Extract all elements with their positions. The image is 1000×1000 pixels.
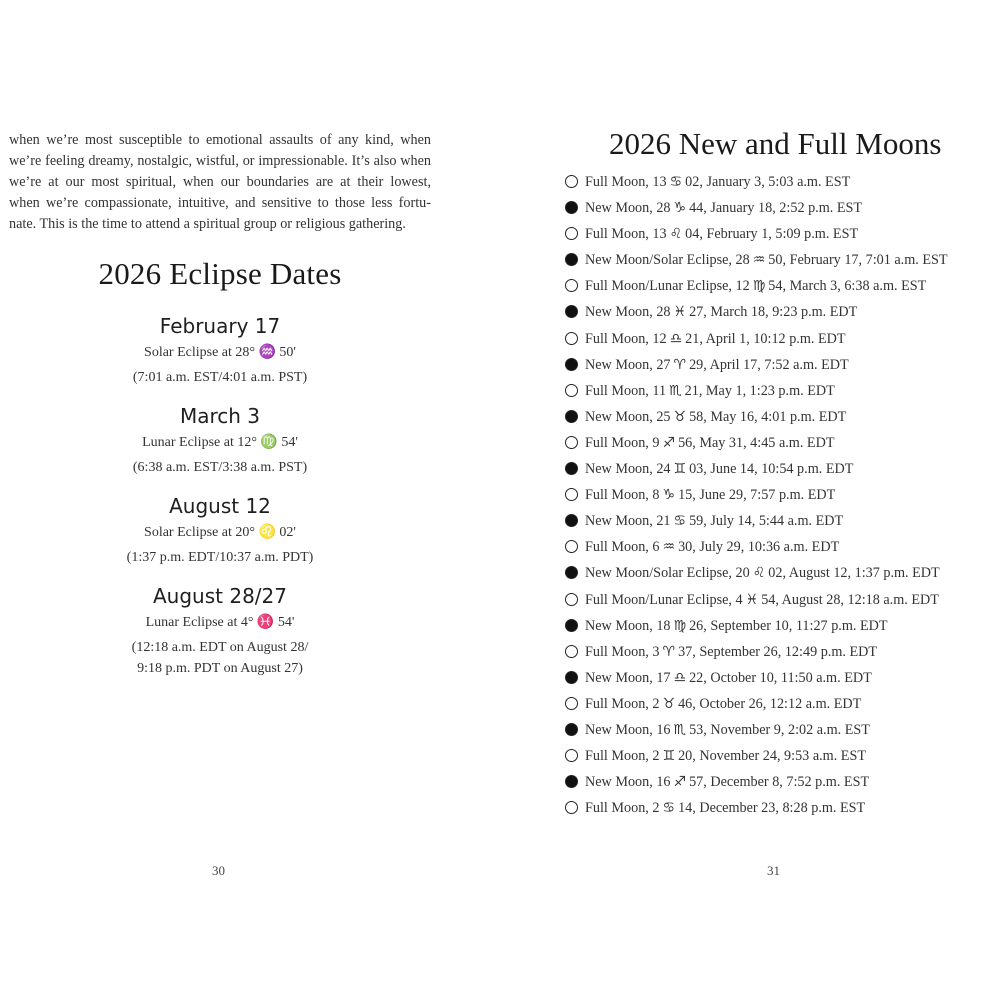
full-moon-open-circle-icon bbox=[565, 645, 578, 658]
eclipse-time-line: (1:37 p.m. EDT/10:37 a.m. PDT) bbox=[126, 550, 314, 565]
full-moon-open-circle-icon bbox=[565, 488, 578, 501]
moon-details: 30, July 29, 10:36 a.m. EDT bbox=[678, 539, 840, 556]
moon-details: 22, October 10, 11:50 a.m. EDT bbox=[689, 669, 872, 686]
new-moon-filled-circle-icon bbox=[565, 566, 578, 579]
moon-details: 03, June 14, 10:54 p.m. EDT bbox=[689, 461, 854, 478]
moon-list-item bbox=[565, 250, 948, 276]
moon-details: 56, May 31, 4:45 a.m. EDT bbox=[678, 434, 835, 451]
new-moon-filled-circle-icon bbox=[565, 410, 578, 423]
moon-details: 57, December 8, 7:52 p.m. EST bbox=[689, 774, 870, 791]
full-moon-open-circle-icon bbox=[565, 227, 578, 240]
moons-heading: 2026 New and Full Moons bbox=[609, 126, 942, 161]
moon-list-item bbox=[565, 381, 948, 407]
full-moon-open-circle-icon bbox=[565, 697, 578, 710]
zodiac-sign-icon: ♏ bbox=[669, 382, 682, 399]
moon-list-item bbox=[565, 642, 948, 668]
moon-list-item bbox=[565, 172, 948, 198]
eclipse-description: Lunar Eclipse at 4° ♓ 54' bbox=[145, 615, 295, 630]
new-moon-filled-circle-icon bbox=[565, 514, 578, 527]
moon-details: 54, March 3, 6:38 a.m. EST bbox=[768, 278, 927, 295]
paragraph-line: when we’re compassionate, intuitive, and sensitive to those less fortu- bbox=[9, 195, 431, 211]
eclipse-description: Solar Eclipse at 20° ♌ 02' bbox=[144, 525, 296, 540]
full-moon-open-circle-icon bbox=[565, 749, 578, 762]
eclipse-item bbox=[0, 490, 440, 568]
moon-label: Full Moon, 13 bbox=[585, 174, 667, 190]
eclipse-list bbox=[0, 310, 440, 691]
page-number: 30 bbox=[212, 863, 225, 878]
zodiac-sign-icon: ♌ bbox=[669, 226, 683, 243]
eclipse-time bbox=[0, 367, 440, 388]
moon-list-item bbox=[565, 224, 948, 250]
moon-list-item bbox=[565, 407, 948, 433]
zodiac-sign-icon: ♓ bbox=[673, 304, 687, 321]
zodiac-sign-icon: ♏ bbox=[673, 721, 687, 738]
eclipse-date: August 28/27 bbox=[153, 584, 287, 608]
moon-details: 26, September 10, 11:27 p.m. EDT bbox=[689, 617, 888, 634]
moon-list-item bbox=[565, 694, 948, 720]
eclipse-time-line: (6:38 a.m. EST/3:38 a.m. PST) bbox=[132, 460, 308, 475]
moon-details: 21, April 1, 10:12 p.m. EDT bbox=[685, 330, 846, 347]
moon-details: 44, January 18, 2:52 p.m. EST bbox=[689, 200, 863, 217]
paragraph-line: we’re at our most spiritual, when our boundaries are at their lowest, bbox=[9, 174, 431, 190]
new-moon-filled-circle-icon bbox=[565, 723, 578, 736]
moon-label: Full Moon/Lunar Eclipse, 4 bbox=[585, 591, 743, 608]
moon-label: Full Moon, 9 bbox=[585, 434, 660, 451]
eclipse-time bbox=[0, 457, 440, 478]
zodiac-sign-icon: ♐ bbox=[673, 774, 687, 791]
moon-list-item bbox=[565, 537, 948, 563]
full-moon-open-circle-icon bbox=[565, 436, 578, 449]
moon-label: New Moon, 16 bbox=[585, 774, 671, 791]
moon-details: 50, February 17, 7:01 a.m. EST bbox=[768, 252, 948, 269]
eclipse-time bbox=[0, 637, 440, 679]
moon-details: 15, June 29, 7:57 p.m. EDT bbox=[678, 487, 836, 504]
moon-label: New Moon, 28 bbox=[585, 200, 671, 217]
new-moon-filled-circle-icon bbox=[565, 775, 578, 788]
zodiac-sign-icon: ♍ bbox=[752, 278, 766, 295]
zodiac-sign-icon: ♋ bbox=[669, 174, 683, 190]
zodiac-sign-icon: ♌ bbox=[752, 565, 766, 582]
moon-details: 46, October 26, 12:12 a.m. EDT bbox=[678, 695, 862, 712]
zodiac-sign-icon: ♒ bbox=[662, 539, 676, 556]
eclipse-description: Solar Eclipse at 28° ♒ 50' bbox=[144, 345, 296, 360]
new-moon-filled-circle-icon bbox=[565, 358, 578, 371]
eclipse-time bbox=[0, 547, 440, 568]
moon-details: 54, August 28, 12:18 a.m. EDT bbox=[761, 591, 939, 608]
moon-details: 37, September 26, 12:49 p.m. EDT bbox=[678, 643, 878, 660]
moon-details: 20, November 24, 9:53 a.m. EST bbox=[678, 748, 867, 765]
zodiac-sign-icon: ♎ bbox=[669, 330, 683, 347]
moon-list-item bbox=[565, 590, 948, 616]
full-moon-open-circle-icon bbox=[565, 384, 578, 397]
zodiac-sign-icon: ♐ bbox=[662, 434, 676, 451]
moon-list-item bbox=[565, 772, 948, 798]
moon-list-item bbox=[565, 355, 948, 381]
full-moon-open-circle-icon bbox=[565, 175, 578, 188]
eclipse-description: Lunar Eclipse at 12° ♍ 54' bbox=[142, 435, 298, 450]
moon-label: Full Moon, 2 bbox=[585, 695, 660, 712]
moon-details: 02, January 3, 5:03 a.m. EST bbox=[685, 174, 851, 190]
moon-list-item bbox=[565, 459, 948, 485]
moon-label: Full Moon/Lunar Eclipse, 12 bbox=[585, 278, 750, 295]
moon-label: Full Moon, 3 bbox=[585, 643, 660, 660]
moon-label: Full Moon, 12 bbox=[585, 330, 667, 347]
new-moon-filled-circle-icon bbox=[565, 253, 578, 266]
zodiac-sign-icon: ♎ bbox=[673, 669, 687, 686]
new-moon-filled-circle-icon bbox=[565, 201, 578, 214]
new-moon-filled-circle-icon bbox=[565, 619, 578, 632]
moon-list-item bbox=[565, 746, 948, 772]
moon-details: 58, May 16, 4:01 p.m. EDT bbox=[689, 408, 847, 425]
eclipse-time-line: 9:18 p.m. PDT on August 27) bbox=[137, 661, 303, 676]
moon-details: 21, May 1, 1:23 p.m. EDT bbox=[684, 382, 835, 399]
moon-label: Full Moon, 8 bbox=[585, 487, 660, 504]
moon-list-item bbox=[565, 433, 948, 459]
moon-label: Full Moon, 2 bbox=[585, 800, 660, 817]
paragraph-line: nate. This is the time to attend a spiritual group or religious gathering. bbox=[9, 216, 406, 232]
zodiac-sign-icon: ♑ bbox=[673, 200, 687, 217]
full-moon-open-circle-icon bbox=[565, 593, 578, 606]
new-moon-filled-circle-icon bbox=[565, 462, 578, 475]
new-moon-filled-circle-icon bbox=[565, 671, 578, 684]
zodiac-sign-icon: ♉ bbox=[662, 695, 676, 712]
full-moon-open-circle-icon bbox=[565, 801, 578, 814]
moon-list-item bbox=[565, 511, 948, 537]
moon-details: 27, March 18, 9:23 p.m. EDT bbox=[689, 304, 858, 321]
moon-list-item bbox=[565, 302, 948, 328]
moon-label: New Moon, 17 bbox=[585, 669, 671, 686]
eclipse-dates-heading: 2026 Eclipse Dates bbox=[98, 256, 342, 291]
moon-label: Full Moon, 13 bbox=[585, 226, 667, 243]
moon-label: New Moon, 28 bbox=[585, 304, 671, 321]
zodiac-sign-icon: ♉ bbox=[673, 408, 687, 425]
moon-list-item bbox=[565, 485, 948, 511]
moon-list-item bbox=[565, 720, 948, 746]
zodiac-sign-icon: ♊ bbox=[662, 748, 676, 765]
moon-label: New Moon, 25 bbox=[585, 408, 671, 425]
moon-list-item bbox=[565, 198, 948, 224]
moon-label: New Moon, 27 bbox=[585, 356, 671, 373]
moon-label: New Moon, 24 bbox=[585, 461, 671, 478]
moon-details: 53, November 9, 2:02 a.m. EST bbox=[689, 721, 870, 738]
full-moon-open-circle-icon bbox=[565, 279, 578, 292]
moon-list-item bbox=[565, 798, 948, 824]
moon-details: 14, December 23, 8:28 p.m. EST bbox=[678, 800, 866, 817]
intro-paragraph bbox=[9, 130, 431, 235]
moon-details: 04, February 1, 5:09 p.m. EST bbox=[685, 226, 859, 243]
moon-label: New Moon, 16 bbox=[585, 721, 671, 738]
eclipse-time-line: (12:18 a.m. EDT on August 28/ bbox=[131, 640, 309, 655]
moon-details: 29, April 17, 7:52 a.m. EDT bbox=[689, 356, 849, 373]
zodiac-sign-icon: ♋ bbox=[662, 800, 676, 817]
zodiac-sign-icon: ♋ bbox=[673, 513, 687, 530]
moon-list-item bbox=[565, 668, 948, 694]
eclipse-date: August 12 bbox=[169, 494, 271, 518]
moon-details: 02, August 12, 1:37 p.m. EDT bbox=[768, 565, 940, 582]
zodiac-sign-icon: ♑ bbox=[662, 487, 676, 504]
zodiac-sign-icon: ♊ bbox=[673, 461, 687, 478]
moon-list-item bbox=[565, 616, 948, 642]
eclipse-date: February 17 bbox=[159, 314, 281, 338]
full-moon-open-circle-icon bbox=[565, 540, 578, 553]
moon-label: Full Moon, 6 bbox=[585, 539, 660, 556]
zodiac-sign-icon: ♈ bbox=[673, 356, 687, 373]
moon-list-item bbox=[565, 563, 948, 589]
eclipse-item bbox=[0, 580, 440, 679]
zodiac-sign-icon: ♈ bbox=[662, 643, 676, 660]
paragraph-line: we’re feeling dreamy, nostalgic, wistful, or impressionable. It’s also when bbox=[9, 153, 431, 169]
page-number: 31 bbox=[767, 863, 780, 878]
zodiac-sign-icon: ♓ bbox=[745, 591, 759, 608]
moon-list-item bbox=[565, 329, 948, 355]
moon-list-item bbox=[565, 276, 948, 302]
moon-label: Full Moon, 2 bbox=[585, 748, 660, 765]
eclipse-item bbox=[0, 400, 440, 478]
moon-label: New Moon/Solar Eclipse, 28 bbox=[585, 252, 750, 269]
moon-label: New Moon/Solar Eclipse, 20 bbox=[585, 565, 750, 582]
eclipse-item bbox=[0, 310, 440, 388]
moon-label: Full Moon, 11 bbox=[585, 382, 667, 399]
paragraph-line: when we’re most susceptible to emotional assaults of any kind, when bbox=[9, 132, 431, 148]
moon-label: New Moon, 18 bbox=[585, 617, 671, 634]
zodiac-sign-icon: ♍ bbox=[673, 617, 687, 634]
moons-list bbox=[565, 172, 948, 824]
full-moon-open-circle-icon bbox=[565, 332, 578, 345]
zodiac-sign-icon: ♒ bbox=[752, 252, 766, 269]
moon-details: 59, July 14, 5:44 a.m. EDT bbox=[689, 513, 844, 530]
eclipse-time-line: (7:01 a.m. EST/4:01 a.m. PST) bbox=[132, 370, 308, 385]
eclipse-date: March 3 bbox=[179, 404, 261, 428]
moon-label: New Moon, 21 bbox=[585, 513, 671, 530]
new-moon-filled-circle-icon bbox=[565, 305, 578, 318]
